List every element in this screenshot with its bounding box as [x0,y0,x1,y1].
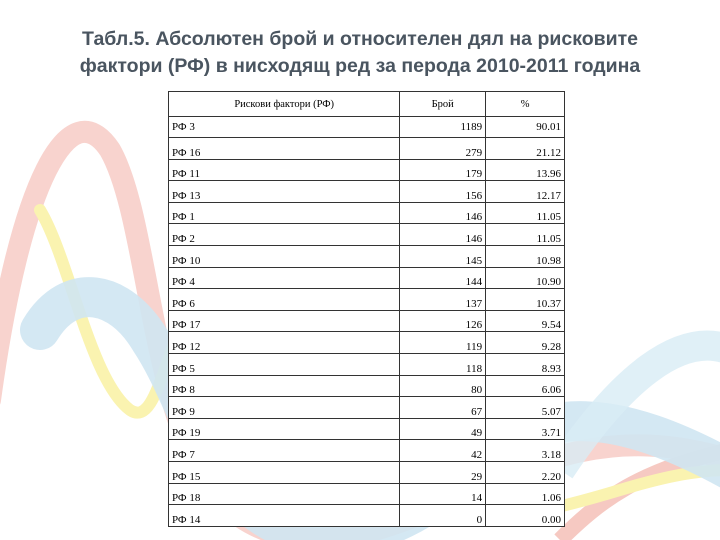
factor-cell: РФ 11 [169,159,400,181]
table-header-row [169,92,565,117]
count-cell: 119 [400,332,486,354]
header-count: Брой [400,92,486,117]
count-cell: 14 [400,483,486,505]
count-cell: 42 [400,440,486,462]
percent-cell: 13.96 [486,159,565,181]
table-row [169,483,565,505]
count-cell: 126 [400,310,486,332]
factor-cell: РФ 17 [169,310,400,332]
table-row [169,505,565,527]
percent-cell: 0.00 [486,505,565,527]
table-row [169,353,565,375]
slide-title-line-2: фактори (РФ) в нисходящ ред за перода 2010-2011 година [79,55,641,77]
slide-title-line-1: Табл.5. Абсолютен брой и относителен дял на рисковите [82,28,638,50]
count-cell: 49 [400,418,486,440]
percent-cell: 1.06 [486,483,565,505]
percent-cell: 10.37 [486,289,565,311]
factor-cell: РФ 12 [169,332,400,354]
table-row [169,440,565,462]
table-row [169,289,565,311]
table-row [169,461,565,483]
count-cell: 146 [400,202,486,224]
percent-cell: 5.07 [486,397,565,419]
percent-cell: 9.54 [486,310,565,332]
factor-cell: РФ 6 [169,289,400,311]
header-risk-factors: Рискови фактори (РФ) [169,92,400,117]
factor-cell: РФ 18 [169,483,400,505]
table-row [169,375,565,397]
percent-cell: 3.18 [486,440,565,462]
count-cell: 156 [400,181,486,203]
percent-cell: 11.05 [486,202,565,224]
percent-cell: 21.12 [486,138,565,160]
table-row [169,202,565,224]
factor-cell: РФ 13 [169,181,400,203]
factor-cell: РФ 7 [169,440,400,462]
percent-cell: 90.01 [486,117,565,138]
factor-cell: РФ 16 [169,138,400,160]
count-cell: 144 [400,267,486,289]
count-cell: 279 [400,138,486,160]
factor-cell: РФ 10 [169,245,400,267]
slide-title [40,26,680,80]
factor-cell: РФ 19 [169,418,400,440]
table-row [169,245,565,267]
percent-cell: 8.93 [486,353,565,375]
count-cell: 146 [400,224,486,246]
count-cell: 67 [400,397,486,419]
percent-cell: 3.71 [486,418,565,440]
count-cell: 145 [400,245,486,267]
count-cell: 80 [400,375,486,397]
count-cell: 0 [400,505,486,527]
percent-cell: 11.05 [486,224,565,246]
count-cell: 137 [400,289,486,311]
table-row [169,332,565,354]
table-row [169,310,565,332]
percent-cell: 12.17 [486,181,565,203]
factor-cell: РФ 1 [169,202,400,224]
percent-cell: 10.98 [486,245,565,267]
risk-factors-table [168,91,565,527]
table-row [169,159,565,181]
factor-cell: РФ 14 [169,505,400,527]
percent-cell: 9.28 [486,332,565,354]
table-row [169,397,565,419]
count-cell: 118 [400,353,486,375]
count-cell: 29 [400,461,486,483]
table-row [169,267,565,289]
count-cell: 1189 [400,117,486,138]
count-cell: 179 [400,159,486,181]
factor-cell: РФ 4 [169,267,400,289]
factor-cell: РФ 9 [169,397,400,419]
factor-cell: РФ 3 [169,117,400,138]
table-row [169,418,565,440]
factor-cell: РФ 2 [169,224,400,246]
percent-cell: 10.90 [486,267,565,289]
table-row [169,224,565,246]
factor-cell: РФ 15 [169,461,400,483]
factor-cell: РФ 8 [169,375,400,397]
percent-cell: 6.06 [486,375,565,397]
table-row [169,138,565,160]
table-row [169,181,565,203]
header-percent: % [486,92,565,117]
factor-cell: РФ 5 [169,353,400,375]
percent-cell: 2.20 [486,461,565,483]
table-row [169,117,565,138]
